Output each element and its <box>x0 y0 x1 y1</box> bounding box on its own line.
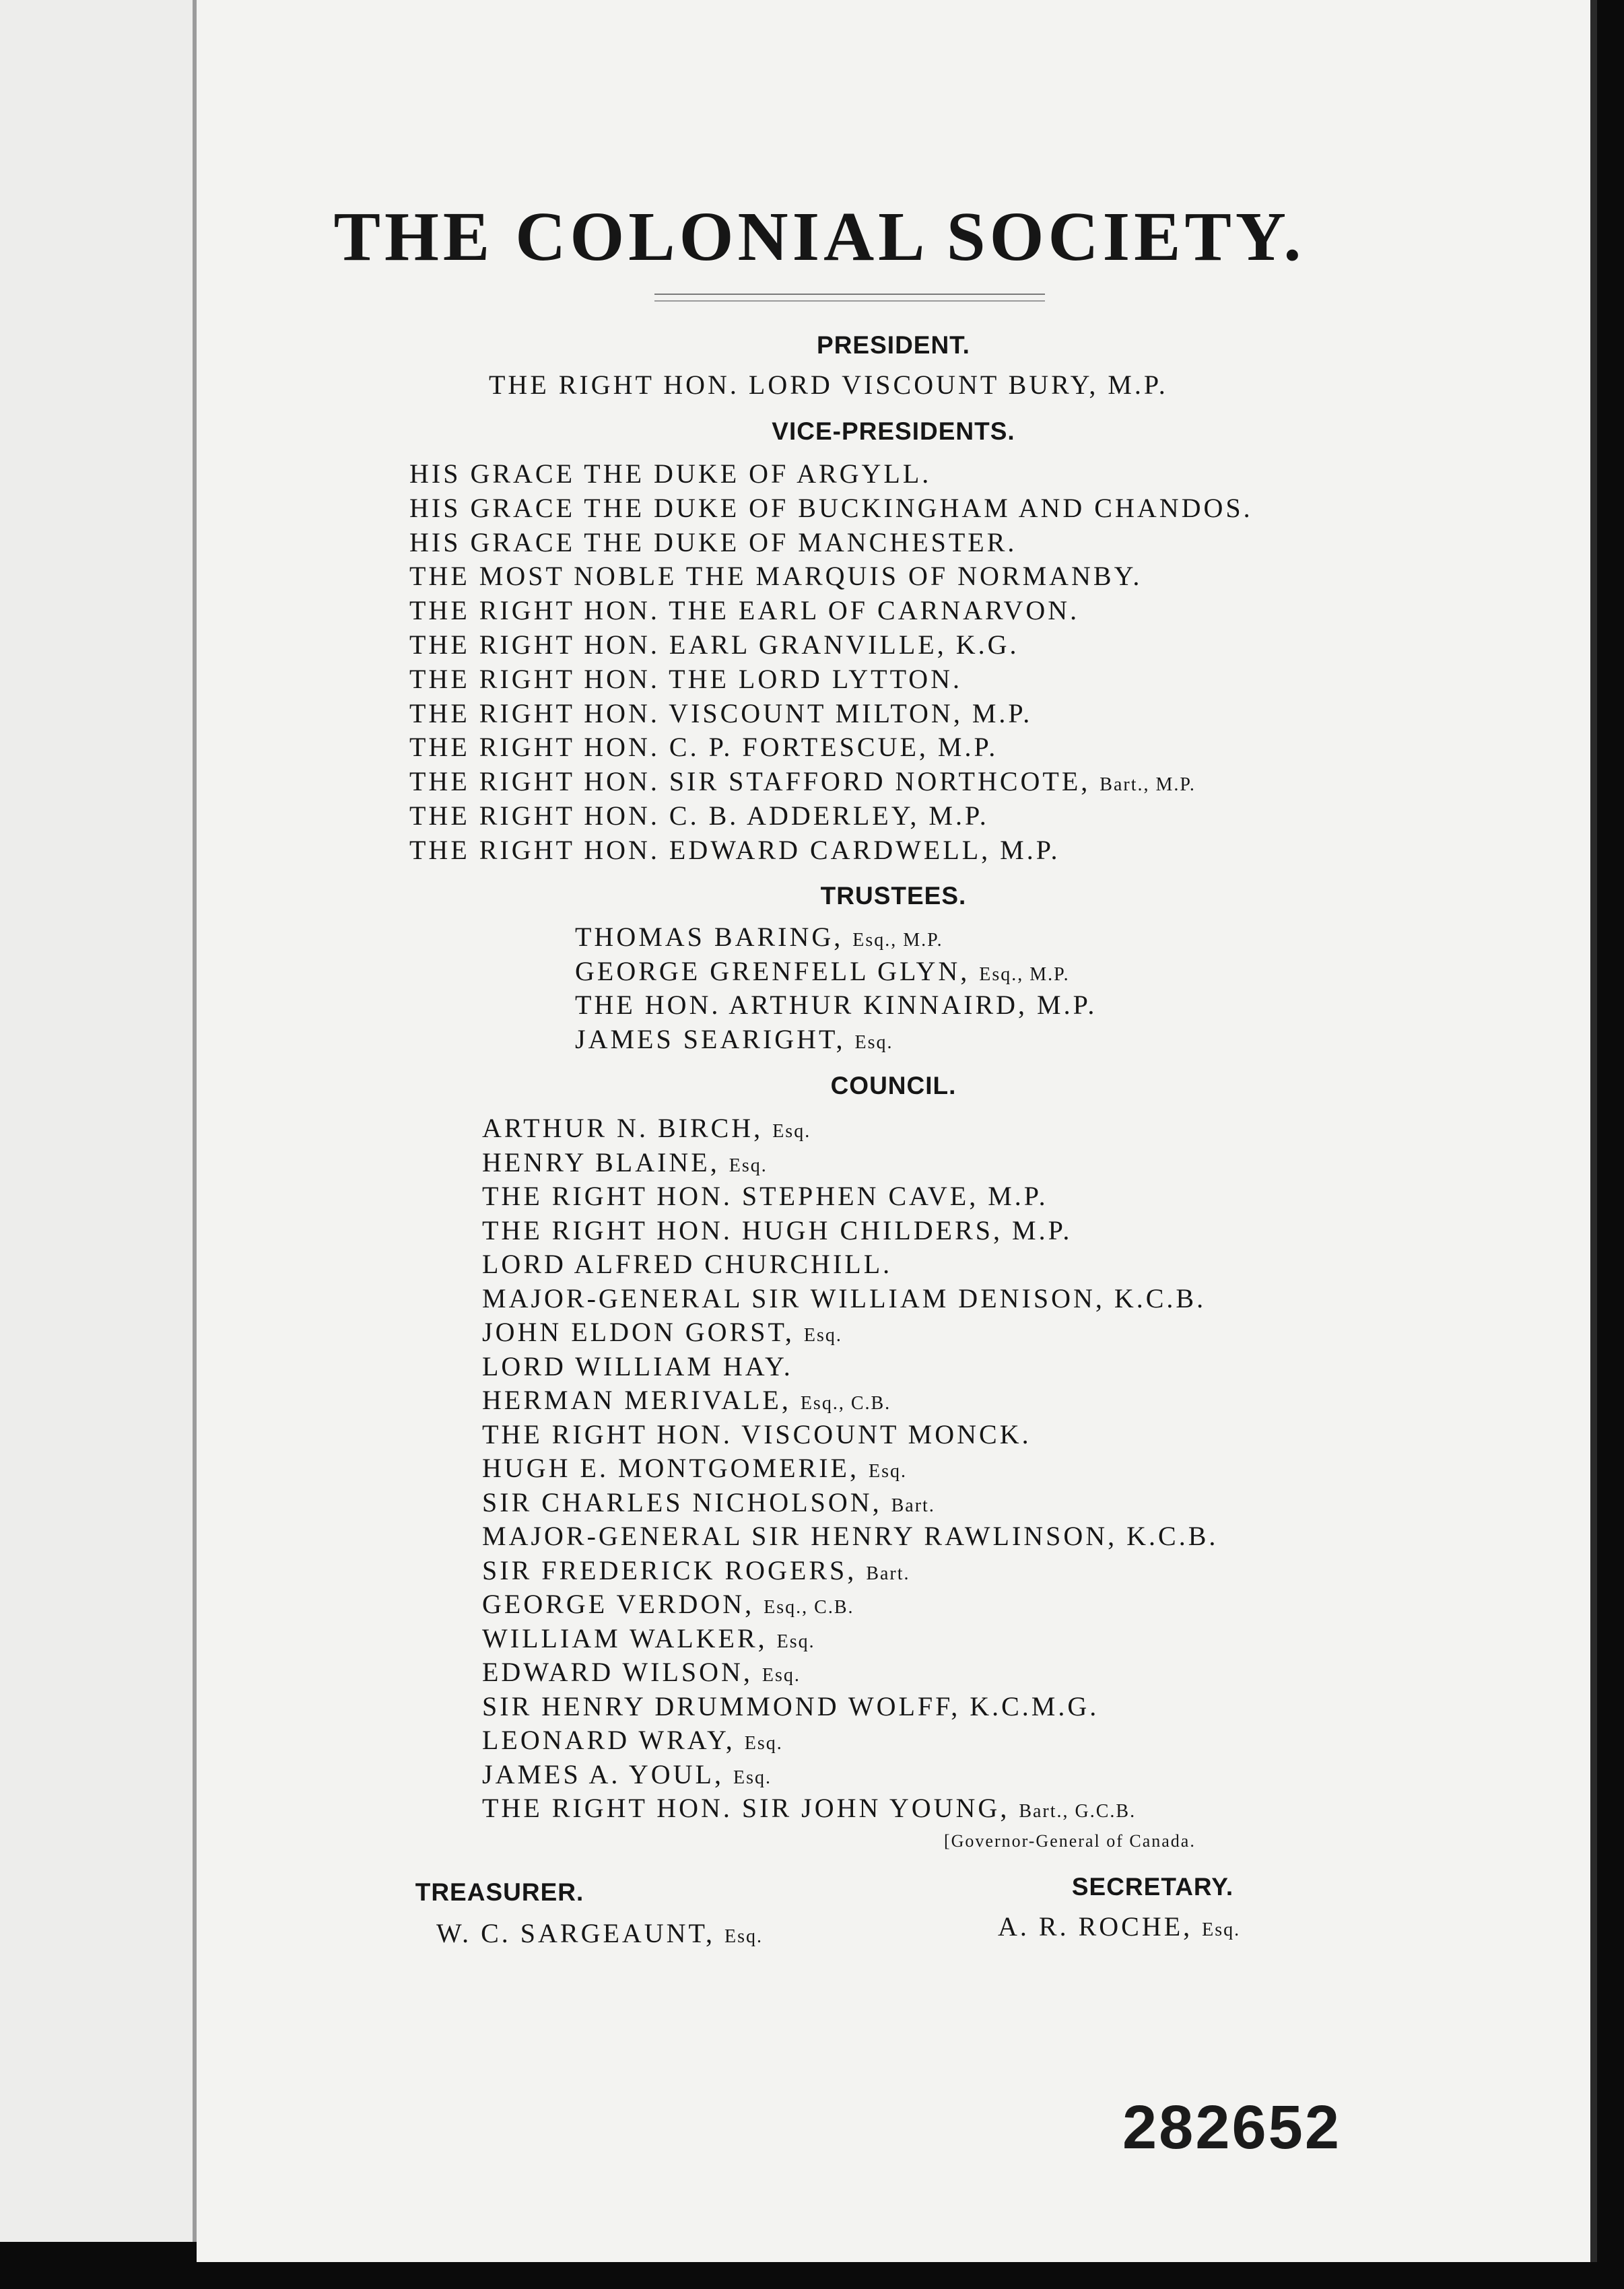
list-item <box>482 1523 1218 1550</box>
treasurer-name: W. C. SARGEAUNT, Esq. <box>436 1918 764 1948</box>
list-item <box>409 563 1142 590</box>
list-item <box>409 460 931 487</box>
list-item <box>482 1387 891 1414</box>
trustees-heading: TRUSTEES. <box>820 882 967 910</box>
list-item <box>482 1622 815 1653</box>
list-item <box>409 597 1079 624</box>
list-item <box>482 1285 1206 1312</box>
list-item <box>575 924 943 951</box>
president-name: THE RIGHT HON. LORD VISCOUNT BURY, M.P. <box>489 370 1168 400</box>
list-item <box>482 1489 935 1516</box>
list-item-suffix: Esq., M.P. <box>979 963 1070 985</box>
list-item-name: HUGH E. MONTGOMERIE, <box>482 1453 859 1483</box>
list-item <box>575 1023 893 1054</box>
list-item <box>482 1149 768 1176</box>
list-item-name: THE RIGHT HON. EDWARD CARDWELL, M.P. <box>409 834 1060 865</box>
list-item-suffix: Esq. <box>772 1121 811 1142</box>
title-rule <box>654 294 1045 302</box>
accession-stamp: 282652 <box>1122 2093 1341 2162</box>
list-item-name: THE RIGHT HON. C. P. FORTESCUE, M.P. <box>409 732 999 763</box>
list-item <box>482 1727 783 1754</box>
list-item-suffix: Esq. <box>868 1461 907 1482</box>
list-item-name: GEORGE VERDON, <box>482 1589 755 1619</box>
list-item-name: JAMES A. YOUL, <box>482 1758 724 1789</box>
list-item <box>482 1319 842 1346</box>
list-item <box>409 768 1196 795</box>
list-item <box>482 1115 811 1142</box>
list-item-name: MAJOR-GENERAL SIR WILLIAM DENISON, K.C.B. <box>482 1283 1207 1313</box>
list-item-suffix: Esq., C.B. <box>800 1393 891 1414</box>
list-item <box>482 1795 1136 1822</box>
list-item-name: THE RIGHT HON. THE LORD LYTTON. <box>409 663 963 694</box>
list-item <box>482 1690 1099 1721</box>
list-item-name: THE RIGHT HON. EARL GRANVILLE, K.G. <box>409 629 1019 660</box>
list-item <box>482 1251 892 1278</box>
list-item-suffix: Bart., M.P. <box>1099 774 1196 796</box>
list-item <box>482 1758 772 1789</box>
list-item-name: SIR CHARLES NICHOLSON, <box>482 1487 882 1517</box>
list-item <box>482 1353 793 1380</box>
list-item-suffix: Esq., M.P. <box>852 930 943 951</box>
list-item <box>575 992 1097 1019</box>
list-item-suffix: Esq. <box>733 1767 772 1788</box>
list-item <box>482 1455 907 1482</box>
list-item <box>409 631 1019 658</box>
list-item-name: THE RIGHT HON. C. B. ADDERLEY, M.P. <box>409 800 989 831</box>
list-item <box>409 492 1253 523</box>
list-item-name: SIR HENRY DRUMMOND WOLFF, K.C.M.G. <box>482 1690 1099 1721</box>
list-item <box>409 526 1017 557</box>
document-content <box>197 0 1590 2262</box>
list-item <box>409 802 989 829</box>
list-item-name: JOHN ELDON GORST, <box>482 1317 794 1347</box>
list-item <box>482 1183 1048 1210</box>
list-item-name: LORD WILLIAM HAY. <box>482 1351 793 1381</box>
list-item <box>409 834 1060 865</box>
list-item-suffix: Bart. <box>866 1563 910 1584</box>
list-item-name: HENRY BLAINE, <box>482 1147 720 1177</box>
list-item-name: THE MOST NOBLE THE MARQUIS OF NORMANBY. <box>409 561 1143 592</box>
list-item-name: LORD ALFRED CHURCHILL. <box>482 1249 893 1279</box>
president-heading: PRESIDENT. <box>817 331 970 359</box>
list-item <box>409 734 998 761</box>
list-item-suffix: Esq. <box>776 1631 815 1652</box>
list-item <box>409 663 963 694</box>
secretary-heading: SECRETARY. <box>1071 1873 1234 1901</box>
list-item-name: THE RIGHT HON. HUGH CHILDERS, M.P. <box>482 1215 1073 1245</box>
list-item-name: EDWARD WILSON, <box>482 1657 753 1687</box>
list-item-name: THE HON. ARTHUR KINNAIRD, M.P. <box>575 990 1097 1020</box>
list-item-name: THE RIGHT HON. VISCOUNT MONCK. <box>482 1419 1031 1449</box>
list-item <box>482 1557 910 1584</box>
list-item-suffix: Bart., G.C.B. <box>1019 1801 1137 1822</box>
list-item-name: THE RIGHT HON. THE EARL OF CARNARVON. <box>409 595 1080 626</box>
list-item-name: THE RIGHT HON. SIR STAFFORD NORTHCOTE, <box>409 766 1091 797</box>
list-item-name: HIS GRACE THE DUKE OF BUCKINGHAM AND CHANDOS. <box>409 492 1253 523</box>
vice-presidents-heading: VICE-PRESIDENTS. <box>772 417 1015 445</box>
scan-left-margin <box>0 0 197 2242</box>
page-title: THE COLONIAL SOCIETY. <box>333 198 1306 275</box>
list-item <box>482 1421 1031 1448</box>
list-item-suffix: Esq. <box>762 1665 801 1686</box>
list-item-name: LEONARD WRAY, <box>482 1725 735 1755</box>
list-item-name: THE RIGHT HON. STEPHEN CAVE, M.P. <box>482 1181 1048 1211</box>
list-item-name: THE RIGHT HON. VISCOUNT MILTON, M.P. <box>409 697 1033 728</box>
council-heading: COUNCIL. <box>830 1072 957 1099</box>
list-item-suffix: Esq. <box>744 1733 783 1754</box>
list-item-suffix: Bart. <box>891 1495 935 1516</box>
list-item-name: HIS GRACE THE DUKE OF MANCHESTER. <box>409 526 1017 557</box>
list-item-suffix: Esq. <box>729 1155 768 1176</box>
list-item-name: HIS GRACE THE DUKE OF ARGYLL. <box>409 458 932 489</box>
treasurer-heading: TREASURER. <box>415 1878 584 1906</box>
list-item-name: WILLIAM WALKER, <box>482 1622 768 1653</box>
list-item <box>482 1217 1072 1244</box>
list-item-name: JAMES SEARIGHT, <box>575 1023 846 1054</box>
list-item-suffix: Esq., C.B. <box>764 1597 854 1618</box>
list-item <box>482 1659 801 1686</box>
document-page <box>197 0 1597 2262</box>
list-item-name: ARTHUR N. BIRCH, <box>482 1113 764 1143</box>
secretary-name: A. R. ROCHE, Esq. <box>998 1911 1241 1942</box>
list-item-suffix: Esq. <box>854 1031 893 1053</box>
list-item-suffix: Esq. <box>803 1325 842 1346</box>
list-item-name: HERMAN MERIVALE, <box>482 1385 791 1415</box>
list-item-name: THE RIGHT HON. SIR JOHN YOUNG, <box>482 1793 1010 1823</box>
council-note: [Governor-General of Canada. <box>944 1831 1196 1851</box>
list-item <box>482 1591 854 1618</box>
list-item-name: THOMAS BARING, <box>575 922 844 952</box>
list-item <box>409 697 1033 728</box>
list-item-name: MAJOR-GENERAL SIR HENRY RAWLINSON, K.C.B. <box>482 1521 1219 1551</box>
list-item <box>575 955 1070 986</box>
list-item-name: GEORGE GRENFELL GLYN, <box>575 955 970 986</box>
list-item-name: SIR FREDERICK ROGERS, <box>482 1555 857 1585</box>
